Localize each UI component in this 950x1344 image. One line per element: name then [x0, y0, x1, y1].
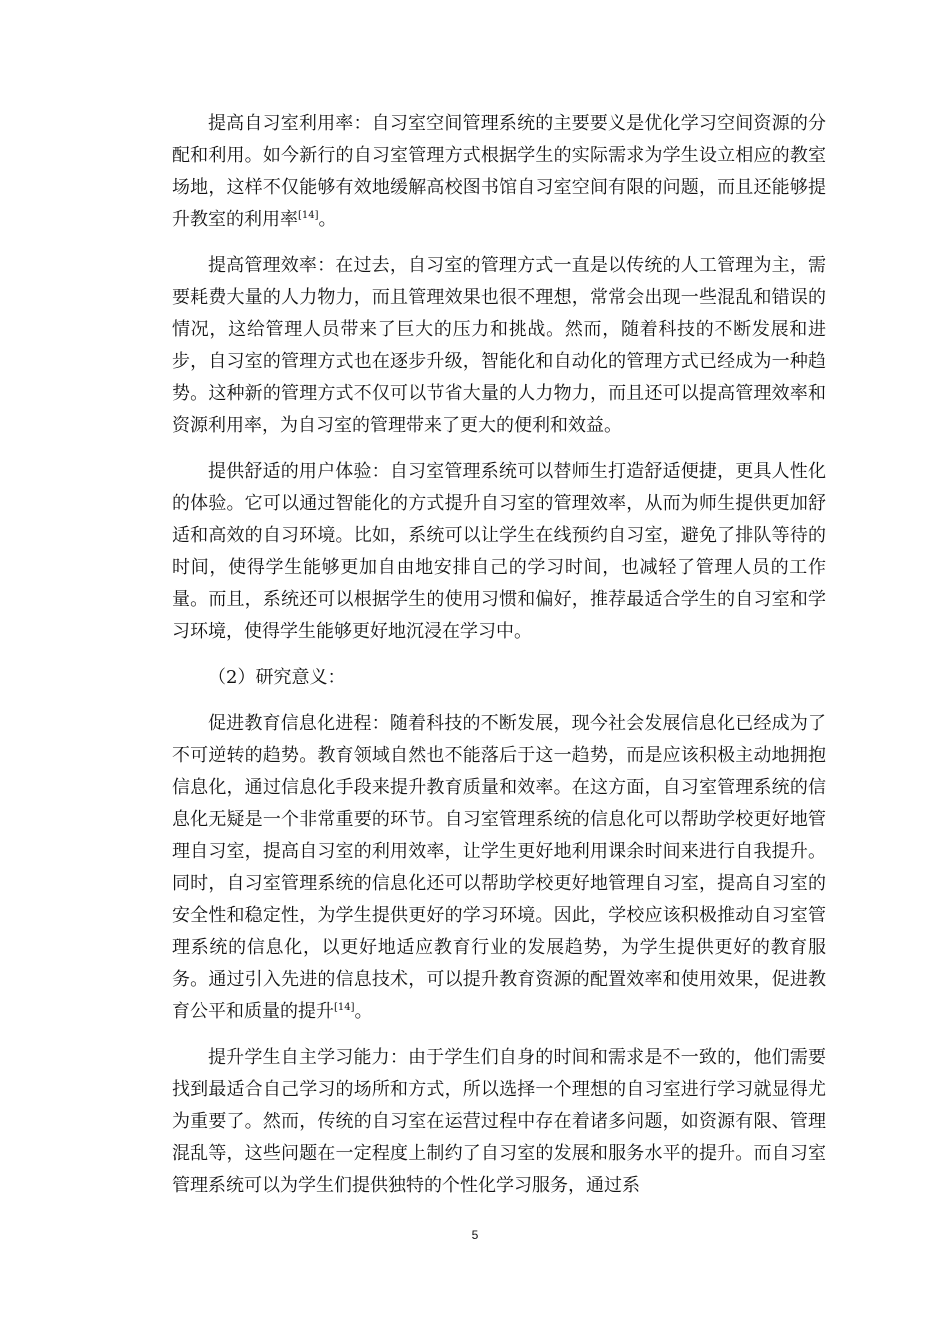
paragraph-tail: 。 [318, 209, 337, 230]
paragraph-management-efficiency [172, 250, 826, 442]
citation-marker: [14] [334, 1002, 355, 1013]
paragraph-text: 提高自习室利用率：自习室空间管理系统的主要要义是优化学习空间资源的分配和利用。如今新行的自习室管理方式根据学生的实际需求为学生设立相应的教室场地，这样不仅能够有效地缓解高校图书馆自习室空间有限的问题，而且还能够提升教室的利用率 [172, 113, 826, 230]
section-heading-research-significance [172, 662, 826, 694]
paragraph-self-learning [172, 1042, 826, 1202]
paragraph-tail: 。 [354, 1001, 373, 1022]
document-body [172, 108, 826, 1216]
paragraph-education-informatization [172, 708, 826, 1028]
paragraph-text: 提高管理效率：在过去，自习室的管理方式一直是以传统的人工管理为主，需要耗费大量的人力物力，而且管理效果也很不理想，常常会出现一些混乱和错误的情况，这给管理人员带来了巨大的压力和挑战。然而，随着科技的不断发展和进步，自习室的管理方式也在逐步升级，智能化和自动化的管理方式已经成为一种趋势。这种新的管理方式不仅可以节省大量的人力物力，而且还可以提高管理效率和资源利用率，为自习室的管理带来了更大的便利和效益。 [172, 255, 826, 436]
paragraph-text: 促进教育信息化进程：随着科技的不断发展，现今社会发展信息化已经成为了不可逆转的趋势。教育领域自然也不能落后于这一趋势，而是应该积极主动地拥抱信息化，通过信息化手段来提升教育质量和效率。在这方面，自习室管理系统的信息化无疑是一个非常重要的环节。自习室管理系统的信息化可以帮助学校更好地管理自习室，提高自习室的利用效率，让学生更好地利用课余时间来进行自我提升。同时，自习室管理系统的信息化还可以帮助学校更好地管理自习室，提高自习室的安全性和稳定性，为学生提供更好的学习环境。因此，学校应该积极推动自习室管理系统的信息化，以更好地适应教育行业的发展趋势，为学生提供更好的教育服务。通过引入先进的信息技术，可以提升教育资源的配置效率和使用效果，促进教育公平和质量的提升 [172, 713, 826, 1022]
page-number: 5 [471, 1228, 479, 1242]
paragraph-text: 提升学生自主学习能力：由于学生们自身的时间和需求是不一致的，他们需要找到最适合自己学习的场所和方式，所以选择一个理想的自习室进行学习就显得尤为重要了。然而，传统的自习室在运营过程中存在着诸多问题，如资源有限、管理混乱等，这些问题在一定程度上制约了自习室的发展和服务水平的提升。而自习室管理系统可以为学生们提供独特的个性化学习服务，通过系 [172, 1047, 826, 1196]
heading-text: （2）研究意义： [208, 667, 346, 688]
paragraph-user-experience [172, 456, 826, 648]
paragraph-space-utilization [172, 108, 826, 236]
citation-marker: [14] [298, 210, 319, 221]
paragraph-text: 提供舒适的用户体验：自习室管理系统可以替师生打造舒适便捷，更具人性化的体验。它可以通过智能化的方式提升自习室的管理效率，从而为师生提供更加舒适和高效的自习环境。比如，系统可以让学生在线预约自习室，避免了排队等待的时间，使得学生能够更加自由地安排自己的学习时间，也减轻了管理人员的工作量。而且，系统还可以根据学生的使用习惯和偏好，推荐最适合学生的自习室和学习环境，使得学生能够更好地沉浸在学习中。 [172, 461, 826, 642]
